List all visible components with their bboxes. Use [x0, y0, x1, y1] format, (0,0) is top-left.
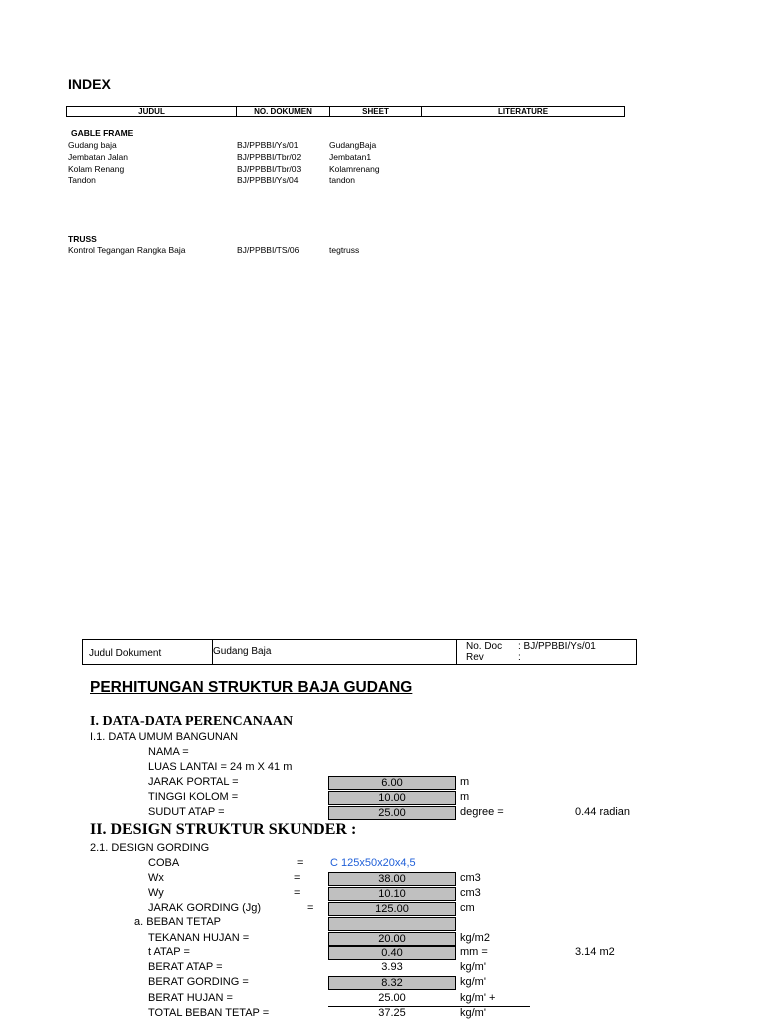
total-beban-tetap-label: TOTAL BEBAN TETAP =	[148, 1007, 270, 1019]
equals: =	[297, 857, 304, 869]
equals: =	[307, 902, 314, 914]
list-item-no: BJ/PPBBI/Tbr/02	[237, 152, 302, 162]
column-header-sheet: SHEET	[330, 107, 422, 116]
divider	[456, 640, 457, 664]
list-item-sheet[interactable]: tandon	[329, 175, 355, 185]
equals: =	[294, 872, 301, 884]
list-item[interactable]: Kolam Renang	[68, 164, 125, 174]
tekanan-hujan-value[interactable]: 20.00	[328, 932, 456, 946]
index-header-row	[66, 106, 625, 117]
berat-atap-value: 3.93	[381, 961, 403, 973]
list-item-sheet[interactable]: Kolamrenang	[329, 164, 380, 174]
coba-label: COBA	[148, 857, 180, 869]
tekanan-hujan-label: TEKANAN HUJAN =	[148, 932, 250, 944]
section-gable-frame: GABLE FRAME	[71, 128, 134, 138]
jarak-portal-label: JARAK PORTAL =	[148, 776, 239, 788]
wx-label: Wx	[148, 872, 164, 884]
list-item[interactable]: Jembatan Jalan	[68, 152, 129, 162]
section-truss: TRUSS	[68, 234, 97, 244]
t-atap-label: t ATAP =	[148, 946, 190, 958]
column-header-literature: LITERATURE	[497, 107, 549, 116]
list-item-sheet[interactable]: GudangBaja	[329, 140, 377, 150]
list-item[interactable]: Gudang baja	[68, 140, 117, 150]
unit: kg/m'	[460, 961, 486, 973]
list-item-sheet[interactable]: Jembatan1	[329, 152, 372, 162]
unit: mm =	[460, 946, 488, 958]
column-header-judul: JUDUL	[67, 107, 237, 116]
unit: kg/m' +	[460, 992, 496, 1004]
list-item-no: BJ/PPBBI/Ys/01	[237, 140, 299, 150]
beban-tetap-heading: a. BEBAN TETAP	[134, 916, 222, 928]
wy-value[interactable]: 10.10	[328, 887, 456, 901]
jarak-gording-label: JARAK GORDING (Jg)	[148, 902, 262, 914]
unit: m	[460, 776, 470, 788]
t-atap-value[interactable]: 0.40	[328, 946, 456, 960]
list-item-no: BJ/PPBBI/Tbr/03	[237, 164, 302, 174]
list-item-sheet[interactable]: tegtruss	[329, 245, 360, 255]
sudut-atap-label: SUDUT ATAP =	[148, 806, 225, 818]
list-item[interactable]: Tandon	[68, 175, 96, 185]
index-title: INDEX	[68, 76, 111, 92]
subsection-heading: I.1. DATA UMUM BANGUNAN	[90, 731, 239, 743]
no-doc-label: No. Doc	[466, 641, 503, 652]
luas-lantai-label: LUAS LANTAI = 24 m X 41 m	[148, 761, 293, 773]
unit: kg/m'	[460, 976, 486, 988]
judul-label: Judul Dokument	[89, 648, 162, 659]
berat-hujan-value: 25.00	[378, 992, 406, 1004]
equals: =	[294, 887, 301, 899]
wy-label: Wy	[148, 887, 164, 899]
no-doc-value: : BJ/PPBBI/Ys/01	[518, 641, 596, 652]
section-heading: I. DATA-DATA PERENCANAAN	[90, 714, 294, 729]
tinggi-kolom-value[interactable]: 10.00	[328, 791, 456, 805]
unit: kg/m'	[460, 1007, 486, 1019]
page-title: PERHITUNGAN STRUKTUR BAJA GUDANG	[90, 679, 413, 696]
sudut-atap-value[interactable]: 25.00	[328, 806, 456, 820]
berat-atap-label: BERAT ATAP =	[148, 961, 223, 973]
total-beban-tetap-value: 37.25	[378, 1007, 406, 1019]
list-item-no: BJ/PPBBI/TS/06	[237, 245, 300, 255]
berat-hujan-label: BERAT HUJAN =	[148, 992, 233, 1004]
column-header-no-dokumen: NO. DOKUMEN	[237, 107, 330, 116]
unit: cm	[460, 902, 475, 914]
tinggi-kolom-label: TINGGI KOLOM =	[148, 791, 239, 803]
area-value: 3.14 m2	[575, 946, 615, 958]
list-item-no: BJ/PPBBI/Ys/04	[237, 175, 299, 185]
wx-value[interactable]: 38.00	[328, 872, 456, 886]
list-item[interactable]: Kontrol Tegangan Rangka Baja	[68, 245, 186, 255]
coba-value: C 125x50x20x4,5	[330, 857, 416, 869]
subsection-heading: 2.1. DESIGN GORDING	[90, 842, 210, 854]
jarak-gording-value[interactable]: 125.00	[328, 902, 456, 916]
unit: cm3	[460, 872, 481, 884]
unit: cm3	[460, 887, 481, 899]
rev-label: Rev	[466, 652, 484, 663]
rev-value: :	[518, 652, 521, 663]
document-header-box	[82, 639, 637, 665]
radian-value: 0.44 radian	[575, 806, 631, 818]
jarak-portal-value[interactable]: 6.00	[328, 776, 456, 790]
unit: kg/m2	[460, 932, 490, 944]
judul-value: Gudang Baja	[213, 646, 272, 657]
empty-cell[interactable]	[328, 917, 456, 931]
berat-gording-value[interactable]: 8.32	[328, 976, 456, 990]
nama-label: NAMA =	[148, 746, 189, 758]
section-heading: II. DESIGN STRUKTUR SKUNDER :	[90, 821, 357, 838]
unit: m	[460, 791, 470, 803]
unit: degree =	[460, 806, 504, 818]
berat-gording-label: BERAT GORDING =	[148, 976, 249, 988]
